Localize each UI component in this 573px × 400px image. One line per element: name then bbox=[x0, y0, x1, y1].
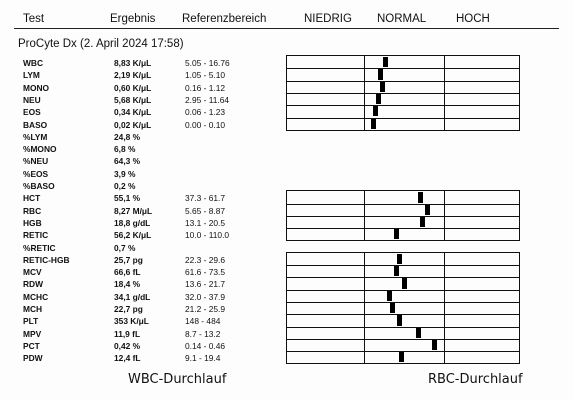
value-marker bbox=[376, 94, 381, 104]
row-separator bbox=[287, 105, 519, 106]
row-separator bbox=[287, 339, 519, 340]
test-reference: 37.3 - 61.7 bbox=[185, 193, 226, 204]
test-reference: 32.0 - 37.9 bbox=[185, 291, 226, 302]
test-reference: 21.2 - 25.9 bbox=[185, 304, 226, 314]
test-result: 25,7 pg bbox=[114, 254, 143, 265]
row-separator bbox=[287, 81, 519, 82]
test-name: PLT bbox=[23, 316, 39, 327]
row-separator bbox=[287, 327, 519, 328]
test-name: %EOS bbox=[23, 168, 49, 179]
test-result: 353 K/μL bbox=[114, 316, 149, 327]
value-marker bbox=[397, 254, 402, 264]
table-row bbox=[0, 131, 573, 143]
test-name: %MONO bbox=[23, 144, 57, 155]
test-result: 0,02 K/μL bbox=[114, 119, 152, 130]
test-result: 0,2 % bbox=[114, 181, 136, 191]
row-separator bbox=[287, 216, 519, 217]
col-header-reference: Referenzbereich bbox=[182, 13, 267, 25]
test-name: BASO bbox=[23, 119, 48, 130]
value-marker bbox=[397, 315, 402, 325]
footer-wbc-run: WBC-Durchlauf bbox=[128, 372, 227, 387]
test-result: 11,9 fL bbox=[114, 328, 141, 339]
test-result: 55,1 % bbox=[114, 193, 141, 204]
value-marker bbox=[383, 57, 388, 67]
value-marker bbox=[402, 278, 407, 288]
test-result: 6,8 % bbox=[114, 144, 136, 155]
test-name: MCHC bbox=[23, 291, 49, 302]
test-result: 0,60 K/μL bbox=[114, 82, 152, 93]
test-result: 22,7 pg bbox=[114, 304, 143, 314]
value-marker bbox=[390, 303, 395, 313]
test-reference: 148 - 484 bbox=[185, 316, 221, 327]
test-name: NEU bbox=[23, 94, 41, 105]
range-divider bbox=[444, 253, 445, 364]
test-result: 8,27 M/μL bbox=[114, 205, 153, 216]
row-separator bbox=[287, 204, 519, 205]
test-reference: 13.6 - 21.7 bbox=[185, 279, 226, 290]
test-name: PDW bbox=[23, 353, 43, 364]
test-reference: 0.00 - 0.10 bbox=[185, 119, 226, 130]
table-row bbox=[0, 155, 573, 167]
value-marker bbox=[387, 291, 392, 301]
test-name: %NEU bbox=[23, 156, 49, 167]
test-result: 2,19 K/μL bbox=[114, 70, 152, 81]
col-header-high: HOCH bbox=[456, 13, 490, 25]
col-header-result: Ergebnis bbox=[110, 13, 156, 25]
row-separator bbox=[287, 93, 519, 94]
footer-rbc-run: RBC-Durchlauf bbox=[428, 372, 523, 387]
test-name: PCT bbox=[23, 340, 40, 351]
test-reference: 0.14 - 0.46 bbox=[185, 340, 226, 351]
range-chart-box bbox=[286, 252, 520, 365]
test-reference: 9.1 - 19.4 bbox=[185, 353, 221, 364]
value-marker bbox=[416, 328, 421, 338]
test-result: 24,8 % bbox=[114, 131, 141, 142]
instrument-title: ProCyte Dx (2. April 2024 17:58) bbox=[18, 38, 184, 50]
test-result: 64,3 % bbox=[114, 156, 141, 167]
test-name: %BASO bbox=[23, 181, 55, 191]
test-reference: 5.05 - 16.76 bbox=[185, 58, 230, 68]
test-reference: 61.6 - 73.5 bbox=[185, 267, 226, 278]
test-result: 5,68 K/μL bbox=[114, 94, 152, 105]
test-result: 18,8 g/dL bbox=[114, 217, 151, 228]
table-row bbox=[0, 168, 573, 180]
test-name: MCH bbox=[23, 304, 43, 314]
test-reference: 8.7 - 13.2 bbox=[185, 328, 221, 339]
test-result: 0,34 K/μL bbox=[114, 107, 152, 118]
test-name: RBC bbox=[23, 205, 42, 216]
test-reference: 13.1 - 20.5 bbox=[185, 217, 226, 228]
col-header-normal: NORMAL bbox=[377, 13, 427, 25]
test-reference: 0.16 - 1.12 bbox=[185, 82, 226, 93]
row-separator bbox=[287, 68, 519, 69]
table-row bbox=[0, 143, 573, 155]
value-marker bbox=[380, 82, 385, 92]
value-marker bbox=[399, 352, 404, 362]
row-separator bbox=[287, 314, 519, 315]
test-name: MPV bbox=[23, 328, 42, 339]
test-result: 18,4 % bbox=[114, 279, 141, 290]
test-name: MCV bbox=[23, 267, 42, 278]
test-name: RDW bbox=[23, 279, 44, 290]
test-result: 8,83 K/μL bbox=[114, 58, 152, 68]
row-separator bbox=[287, 302, 519, 303]
test-result: 66,6 fL bbox=[114, 267, 141, 278]
test-name: HCT bbox=[23, 193, 41, 204]
row-separator bbox=[287, 118, 519, 119]
value-marker bbox=[371, 119, 376, 129]
range-divider bbox=[364, 253, 365, 364]
value-marker bbox=[425, 205, 430, 215]
test-name: RETIC bbox=[23, 230, 49, 241]
test-name: %LYM bbox=[23, 131, 48, 142]
test-result: 0,42 % bbox=[114, 340, 141, 351]
test-name: %RETIC bbox=[23, 242, 56, 253]
test-name: HGB bbox=[23, 217, 42, 228]
value-marker bbox=[378, 69, 383, 79]
test-name: MONO bbox=[23, 82, 50, 93]
test-result: 56,2 K/μL bbox=[114, 230, 152, 241]
header-rule bbox=[14, 28, 559, 29]
test-reference: 0.06 - 1.23 bbox=[185, 107, 226, 118]
row-separator bbox=[287, 290, 519, 291]
value-marker bbox=[420, 217, 425, 227]
range-chart-box bbox=[286, 55, 520, 131]
test-name: WBC bbox=[23, 58, 44, 68]
test-name: EOS bbox=[23, 107, 41, 118]
test-result: 12,4 fL bbox=[114, 353, 141, 364]
col-header-low: NIEDRIG bbox=[304, 13, 352, 25]
col-header-test: Test bbox=[23, 13, 45, 25]
test-reference: 22.3 - 29.6 bbox=[185, 254, 226, 265]
value-marker bbox=[394, 229, 399, 239]
row-separator bbox=[287, 265, 519, 266]
test-name: RETIC-HGB bbox=[23, 254, 70, 265]
row-separator bbox=[287, 228, 519, 229]
test-result: 34,1 g/dL bbox=[114, 291, 151, 302]
test-result: 3,9 % bbox=[114, 168, 136, 179]
value-marker bbox=[418, 192, 423, 202]
test-reference: 5.65 - 8.87 bbox=[185, 205, 226, 216]
value-marker bbox=[394, 266, 399, 276]
range-chart-box bbox=[286, 190, 520, 241]
value-marker bbox=[373, 106, 378, 116]
test-reference: 10.0 - 110.0 bbox=[185, 230, 230, 241]
test-reference: 1.05 - 5.10 bbox=[185, 70, 226, 81]
test-reference: 2.95 - 11.64 bbox=[185, 94, 230, 105]
value-marker bbox=[432, 340, 437, 350]
test-name: LYM bbox=[23, 70, 40, 81]
test-result: 0,7 % bbox=[114, 242, 136, 253]
